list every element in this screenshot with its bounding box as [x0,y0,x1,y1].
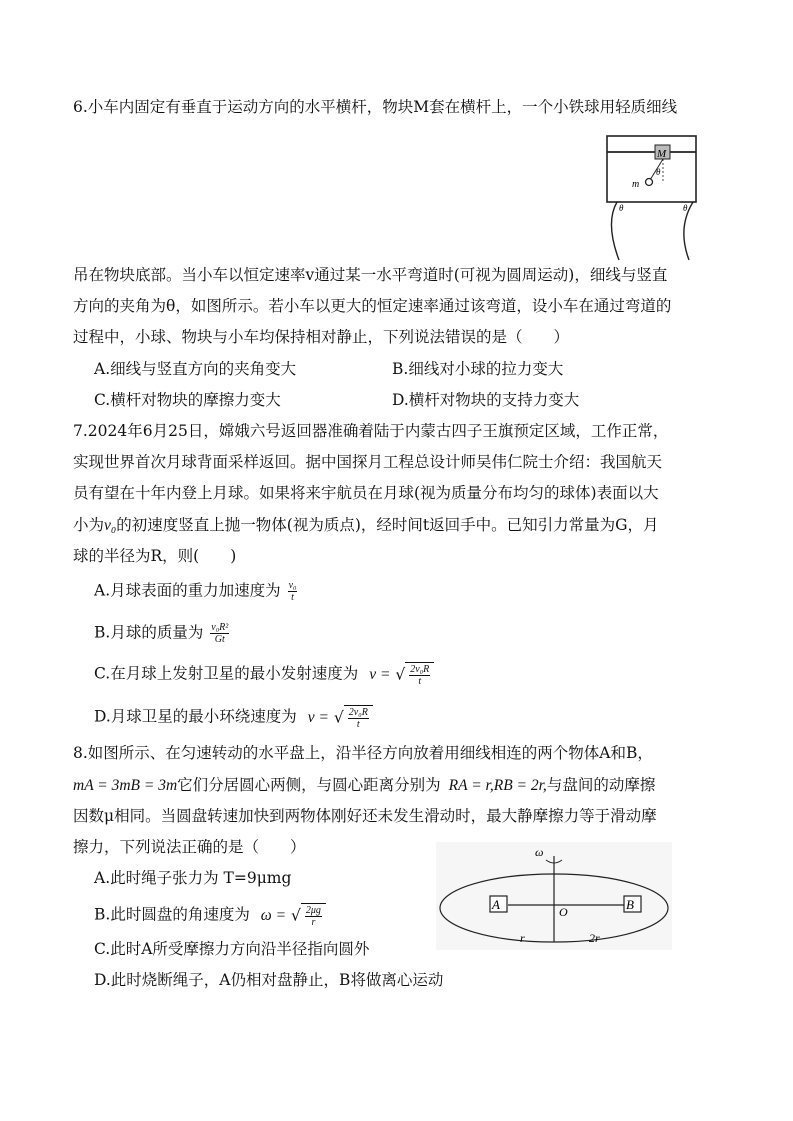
svg-text:θ: θ [683,203,688,213]
q8-option-d: D.此时烧断绳子，A仍相对盘静止，B将做离心运动 [94,971,444,989]
q7-line-2: 实现世界首次月球背面采样返回。据中国探月工程总设计师吴伟仁院士介绍：我国航天 [73,453,663,471]
ball-m-label: m [632,179,640,190]
q8-option-c: C.此时A所受摩擦力方向沿半径指向圆外 [94,940,370,958]
q7-line-4: 小为v₀的初速度竖直上抛一物体(视为质点)，经时间t返回手中。已知引力常量为G，月 [73,516,659,534]
q6-option-c: C.横杆对物块的摩擦力变大 [94,391,281,409]
q6-option-d: D.横杆对物块的支持力变大 [392,391,580,409]
center-O-label: O [559,905,568,919]
q6-option-a: A.细线与竖直方向的夹角变大 [94,360,297,378]
q8-disc-figure [436,842,672,950]
q8-line-3: 因数μ相同。当圆盘转速加快到两物体刚好还未发生滑动时，最大静摩擦力等于滑动摩 [73,807,657,825]
v0-symbol: v₀ [104,517,117,534]
q6-car-figure [605,133,700,261]
block-M-label: M [657,148,667,160]
block-B-label: B [626,897,634,912]
q6-line-2: 吊在物块底部。当小车以恒定速率v通过某一水平弯道时(可视为圆周运动)，细线与竖直 [73,266,668,284]
q7-option-d: D.月球卫星的最小环绕速度为 v = √ $\frac{\text{2v₀R}}{t}$ [94,705,373,730]
q6-line-4: 过程中，小球、物块与小车均保持相对静止，下列说法错误的是（ ） [73,328,570,346]
radius-r-label: r [520,931,525,945]
q6-line-3: 方向的夹角为θ，如图所示。若小车以更大的恒定速率通过该弯道，设小车在通过弯道的 [73,297,672,315]
theta-label: θ [656,167,661,177]
q6-line-1: 6.小车内固定有垂直于运动方向的水平横杆，物块M套在横杆上，一个小铁球用轻质细线 [73,98,678,116]
q7-b-fraction: $\frac{\text{v₀R²}}{Gt}$ [211,622,229,645]
q7-option-a: A.月球表面的重力加速度为 $\frac{\text{v₀}}{t}$ [94,580,297,603]
q8-line-2: mA = 3mB = 3m它们分居圆心两侧，与圆心距离分别为 RA = r,RB = 2r,与盘间的动摩擦 [73,776,656,794]
q8-line-4: 擦力，下列说法正确的是（ ） [73,838,306,856]
q7-line-1: 7.2024年6月25日，嫦娥六号返回器准确着陆于内蒙古四子王旗预定区域，工作正常， [73,422,669,440]
q7-line-5: 球的半径为R，则( ) [73,547,237,565]
block-A-label: A [492,897,500,912]
q7-line-3: 员有望在十年内登上月球。如果将来宇航员在月球(视为质量分布均匀的球体)表面以大 [73,484,659,502]
q6-option-b: B.细线对小球的拉力变大 [392,360,564,378]
q8-option-a: A.此时绳子张力为 T=9μmg [94,869,292,887]
q7-d-sqrt: √ $\frac{\text{2v₀R}}{t}$ [334,705,373,730]
q8-option-b: B.此时圆盘的角速度为 ω = √ $\frac{2\mu g}{r}$ [94,903,326,928]
q8-line-1: 8.如图所示、在匀速转动的水平盘上，沿半径方向放着用细线相连的两个物体A和B， [73,744,653,762]
svg-text:θ: θ [619,203,624,213]
omega-label: ω [535,845,544,859]
q7-a-fraction: $\frac{\text{v₀}}{t}$ [288,580,297,603]
q7-c-sqrt: √ $\frac{\text{2v₀R}}{t}$ [395,662,434,687]
q7-option-c: C.在月球上发射卫星的最小发射速度为 v = √ $\frac{\text{2v₀R}}{t}$ [94,662,434,687]
q7-option-b: B.月球的质量为 $\frac{\text{v₀R²}}{Gt}$ [94,622,229,645]
q8-b-sqrt: √ $\frac{2\mu g}{r}$ [291,903,326,928]
radius-2r-label: 2r [589,931,600,945]
